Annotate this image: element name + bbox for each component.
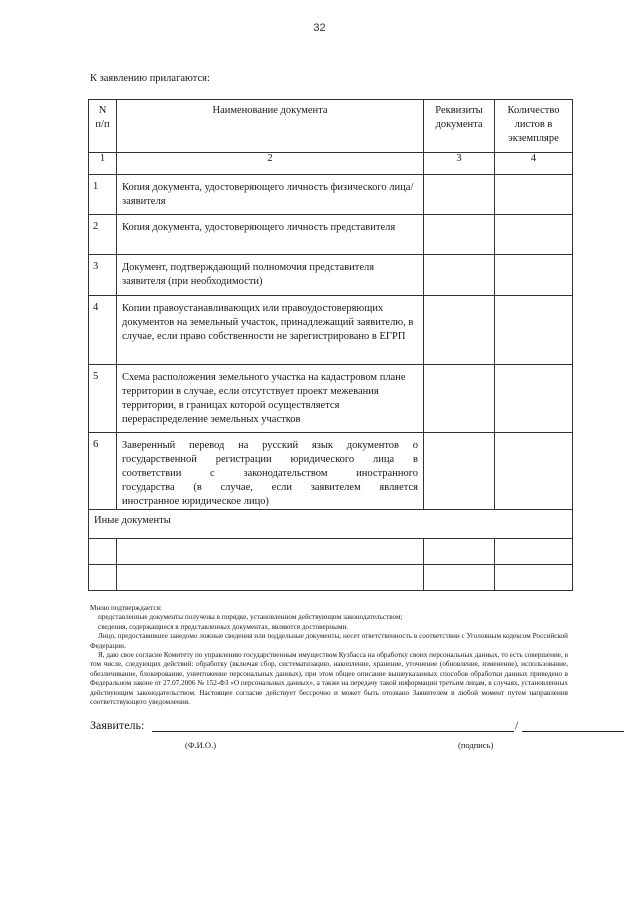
document-name-line: Заверенный перевод на русский язык документов о — [122, 440, 418, 451]
empty-cell[interactable] — [89, 565, 117, 591]
header-requisites: Реквизиты документа — [424, 100, 495, 153]
document-name: Копии правоустанавливающих или правоудостоверяющих документов на земельный участок, принадлежащий заявителю, в случае, если право собственности не зарегистрировано в ЕГРП — [117, 296, 424, 365]
requisites-cell[interactable] — [424, 215, 495, 255]
empty-cell[interactable] — [117, 565, 424, 591]
table-row — [89, 175, 573, 215]
column-number: 3 — [424, 153, 495, 175]
header-number: N п/п — [89, 100, 117, 153]
column-number: 2 — [117, 153, 424, 175]
signature-line[interactable] — [522, 731, 624, 732]
row-number: 3 — [89, 255, 117, 296]
table-row — [89, 215, 573, 255]
sheet-count-cell[interactable] — [495, 433, 573, 510]
personal-data-consent: Я, даю свое согласие Комитету по управлению государственным имуществом Кузбасса на обработку своих персональных данных, то есть совершение, в том числе, следующих действий: обработку (включая сбор, систематизацию, накопление, хранение, уточнение (обновление, изменение), использование, обезличивание, блокирование, уничтожение персональных данных), при этом общее описание вышеуказанных способов обработки данных приведено в Федеральном законе от 27.07.2006 № 152-ФЗ «О персональных данных», а также на передачу такой информации третьим лицам, в случаях, установленных действующим законодательством. Настоящее согласие действует бессрочно и может быть отозвано Заявителем в любой момент путем направления соответствующего уведомления. — [90, 651, 568, 707]
fio-caption: (Ф.И.О.) — [185, 740, 217, 750]
document-name — [117, 433, 424, 510]
confirm-item: представленные документы получены в порядке, установленном действующим законодательством; — [98, 613, 403, 622]
declarations — [90, 604, 568, 707]
document-name-line: соответствии с законодательством иностранного — [122, 468, 418, 479]
page-number: 32 — [313, 22, 326, 34]
sheet-count-cell[interactable] — [495, 175, 573, 215]
document-name: Схема расположения земельного участка на кадастровом плане территории в случае, если отсутствует проект межевания территории, в границах которой осуществляется перераспределение земельных участков — [117, 365, 424, 433]
empty-cell[interactable] — [424, 565, 495, 591]
signature-separator: / — [515, 718, 519, 732]
document-name: Копия документа, удостоверяющего личность представителя — [117, 215, 424, 255]
document-name: Копия документа, удостоверяющего личность физического лица/заявителя — [117, 175, 424, 215]
row-number: 6 — [89, 433, 117, 510]
requisites-cell[interactable] — [424, 433, 495, 510]
column-number: 4 — [495, 153, 573, 175]
empty-cell[interactable] — [495, 539, 573, 565]
requisites-cell[interactable] — [424, 296, 495, 365]
column-numbers-row — [89, 153, 573, 175]
document-name-line: государства (в случае, если заявителем является — [122, 482, 418, 493]
signature-caption: (подпись) — [458, 740, 494, 750]
table-row — [89, 565, 573, 591]
requisites-cell[interactable] — [424, 365, 495, 433]
requisites-cell[interactable] — [424, 175, 495, 215]
row-number: 2 — [89, 215, 117, 255]
document-name-line: иностранное юридическое лицо) — [122, 496, 269, 507]
sheet-count-cell[interactable] — [495, 215, 573, 255]
table-row — [89, 433, 573, 510]
header-document-name: Наименование документа — [117, 100, 424, 153]
attachments-table — [88, 99, 573, 591]
empty-cell[interactable] — [424, 539, 495, 565]
requisites-cell[interactable] — [424, 255, 495, 296]
table-header-row — [89, 100, 573, 153]
applicant-label: Заявитель: — [90, 718, 145, 732]
fio-line[interactable] — [152, 731, 514, 732]
column-number: 1 — [89, 153, 117, 175]
row-number: 5 — [89, 365, 117, 433]
document-name: Документ, подтверждающий полномочия представителя заявителя (при необходимости) — [117, 255, 424, 296]
empty-cell[interactable] — [495, 565, 573, 591]
table-row — [89, 365, 573, 433]
table-row — [89, 255, 573, 296]
table-row — [89, 296, 573, 365]
document-name-line: государственной регистрации юридического лица в — [122, 454, 418, 465]
sheet-count-cell[interactable] — [495, 255, 573, 296]
attachments-intro: К заявлению прилагаются: — [90, 73, 210, 84]
row-number: 4 — [89, 296, 117, 365]
confirm-intro: Мною подтверждается: — [90, 604, 162, 612]
empty-cell[interactable] — [117, 539, 424, 565]
liability-statement: Лицо, предоставившее заведомо ложные сведения или поддельные документы, несет ответственность в соответствии с Уголовным кодексом Российской Федерации. — [90, 632, 568, 650]
other-documents-row — [89, 510, 573, 539]
header-sheet-count: Количество листов в экземпляре — [495, 100, 573, 153]
empty-cell[interactable] — [89, 539, 117, 565]
other-documents-label: Иные документы — [89, 510, 573, 539]
sheet-count-cell[interactable] — [495, 296, 573, 365]
sheet-count-cell[interactable] — [495, 365, 573, 433]
confirm-item: сведения, содержащиеся в представленных документах, являются достоверными. — [98, 622, 349, 631]
table-row — [89, 539, 573, 565]
row-number: 1 — [89, 175, 117, 215]
